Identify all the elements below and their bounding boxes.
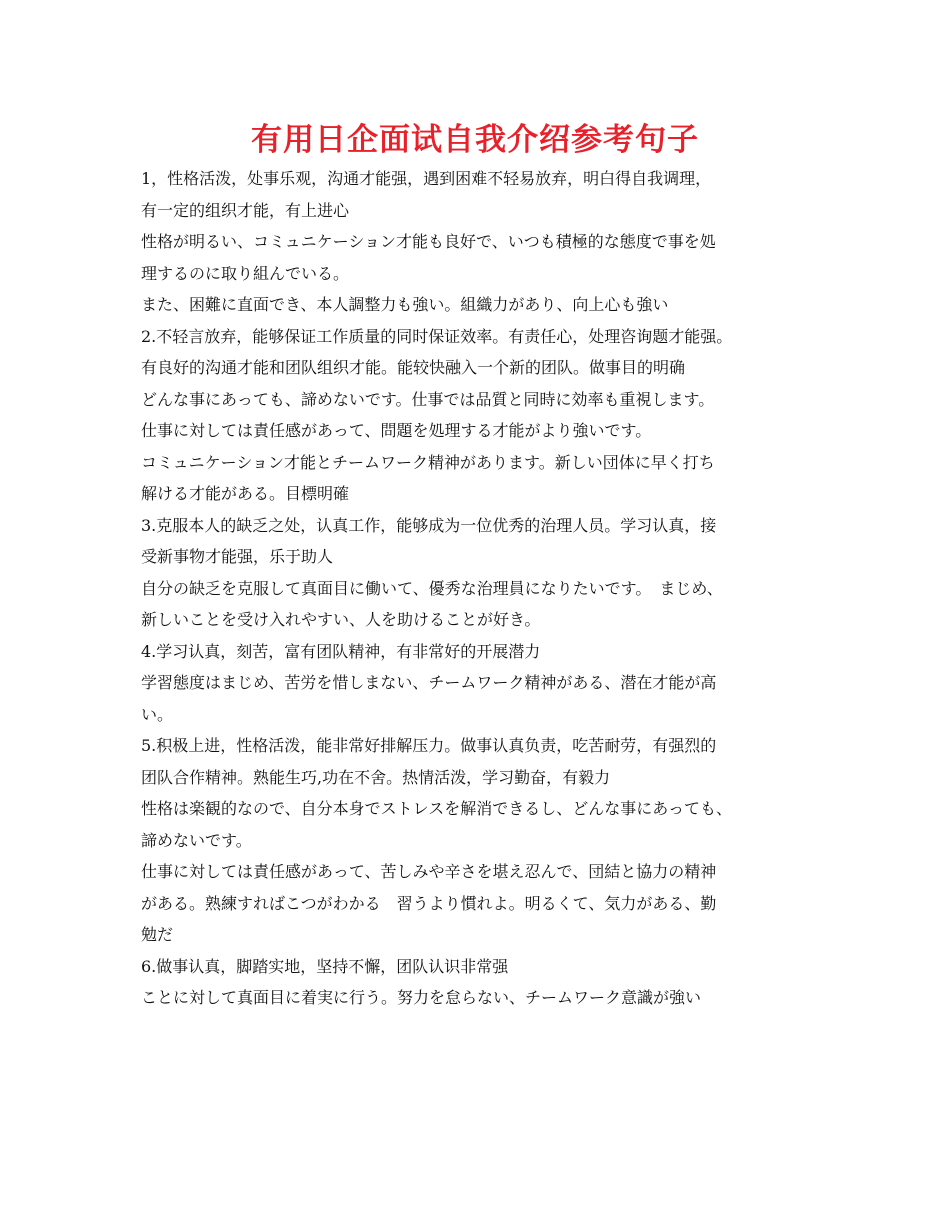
text-line: どんな事にあっても、諦めないです。仕事では品質と同時に効率も重視します。 (141, 389, 715, 409)
text-line: 理するのに取り組んでいる。 (141, 263, 350, 283)
text-line: 仕事に対しては責任感があって、苦しみや辛さを堪え忍んで、団結と協力の精神 (141, 862, 717, 881)
text-line: 4.学习认真，刻苦，富有团队精神，有非常好的开展潜力 (141, 641, 541, 661)
text-line: 自分の缺乏を克服して真面目に働いて、優秀な治理員になりたいです。 まじめ、 (141, 578, 723, 598)
text-line: い。 (141, 704, 174, 724)
text-line: 性格が明るい、コミュニケーション才能も良好で、いつも積極的な態度で事を処 (141, 232, 716, 251)
text-line: コミュニケーション才能とチームワーク精神があります。新しい団体に早く打ち (141, 452, 715, 472)
text-line: 1，性格活泼，处事乐观，沟通才能强，遇到困难不轻易放弃，明白得自我调理， (141, 169, 712, 188)
text-line: 6.做事认真，脚踏实地，坚持不懈，团队认识非常强 (141, 956, 509, 976)
text-line: また、困難に直面でき、本人調整力も強い。組織力があり、向上心も強い (141, 295, 669, 314)
text-line: 有良好的沟通才能和团队组织才能。能较快融入一个新的团队。做事目的明确 (141, 358, 686, 377)
text-line: 学習態度はまじめ、苦労を惜しまない、チームワーク精神がある、潜在才能が高 (141, 673, 717, 692)
text-line: 解ける才能がある。目標明確 (141, 484, 350, 503)
text-line: 新しいことを受け入れやすい、人を助けることが好き。 (141, 610, 541, 629)
text-line: 团队合作精神。熟能生巧,功在不舍。热情活泼，学习勤奋，有毅力 (141, 767, 611, 787)
text-line: 2.不轻言放弃，能够保证工作质量的同时保证效率。有责任心，处理咨询题才能强。 (141, 326, 733, 346)
text-line: 性格は楽観的なので、自分本身でストレスを解消できるし、どんな事にあっても、 (141, 799, 733, 818)
text-line: 5.积极上进，性格活泼，能非常好排解压力。做事认真负责，吃苦耐劳，有强烈的 (141, 736, 717, 755)
document-title: 有用日企面试自我介绍参考句子 (251, 122, 699, 158)
text-line: がある。熟練すればこつがわかる 習うより慣れよ。明るくて、気力がある、勤 (141, 893, 717, 913)
text-line: 仕事に対しては責任感があって、問題を処理する才能がより強いです。 (141, 421, 652, 440)
text-line: 有一定的组织才能，有上进心 (141, 200, 350, 220)
text-line: 勉だ (141, 925, 174, 944)
text-line: 3.克服本人的缺乏之处，认真工作，能够成为一位优秀的治理人员。学习认真，接 (141, 515, 717, 535)
text-line: 諦めないです。 (141, 830, 252, 850)
document-body (141, 163, 831, 1014)
text-line: 受新事物才能强，乐于助人 (141, 547, 334, 566)
text-line: ことに対して真面目に着実に行う。努力を怠らない、チームワーク意識が強い (141, 988, 702, 1007)
